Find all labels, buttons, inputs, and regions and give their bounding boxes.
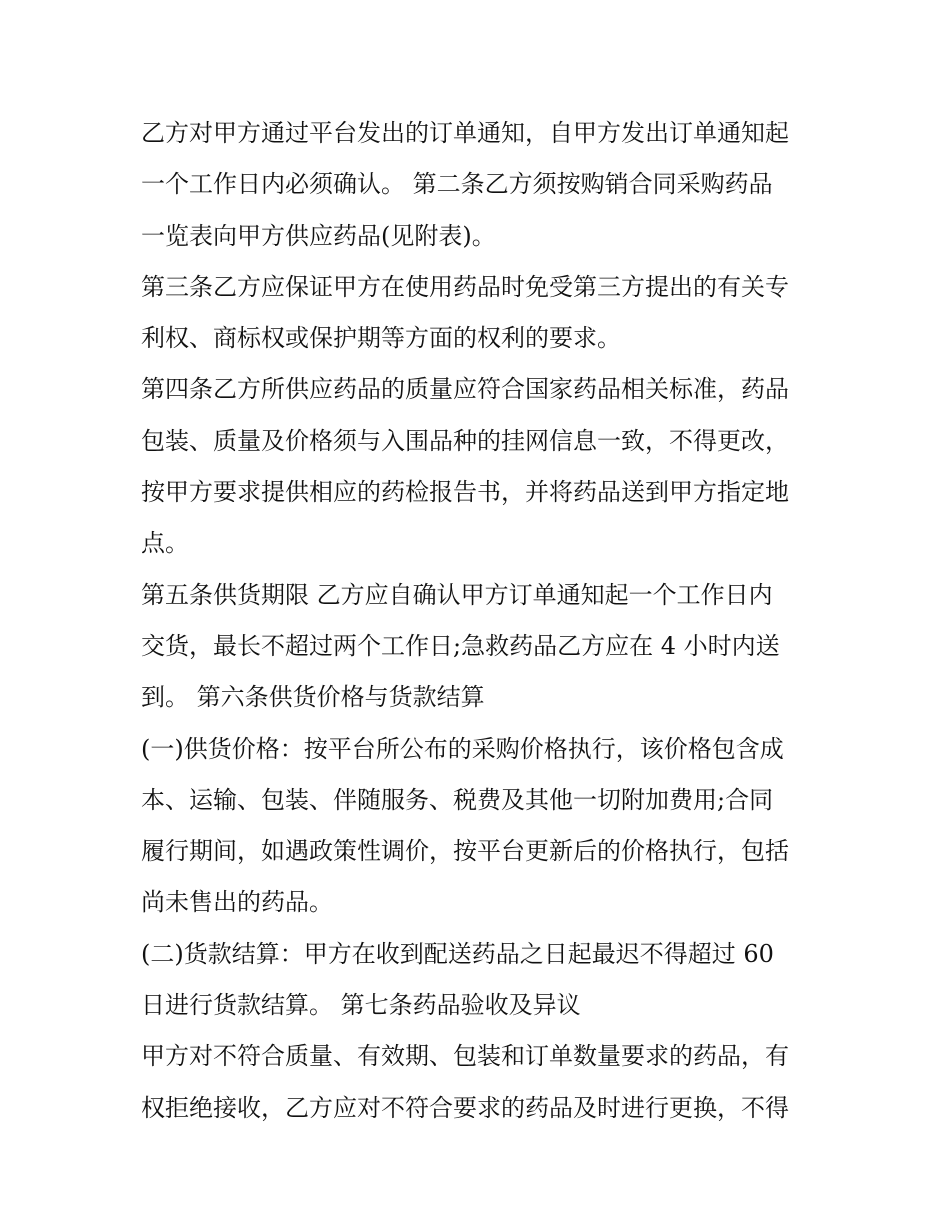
- text-line: 甲方对不符合质量、有效期、包装和订单数量要求的药品，有: [141, 1042, 789, 1071]
- document-body: [141, 108, 831, 1134]
- text-line: 第三条乙方应保证甲方在使用药品时免受第三方提出的有关专: [141, 272, 789, 301]
- text-line: 日进行货款结算。 第七条药品验收及异议: [141, 991, 581, 1020]
- text-line: 履行期间，如遇政策性调价，按平台更新后的价格执行，包括: [141, 837, 789, 866]
- text-line: 尚未售出的药品。: [141, 888, 333, 917]
- text-line: 本、运输、包装、伴随服务、税费及其他一切附加费用;合同: [141, 785, 774, 814]
- text-line: (二)货款结算：甲方在收到配送药品之日起最迟不得超过 60: [141, 939, 774, 968]
- text-line: 包装、质量及价格须与入围品种的挂网信息一致，不得更改，: [141, 426, 789, 455]
- text-line: 第五条供货期限 乙方应自确认甲方订单通知起一个工作日内: [141, 580, 773, 609]
- text-line: 交货，最长不超过两个工作日;急救药品乙方应在 4 小时内送: [141, 631, 780, 660]
- text-line: (一)供货价格：按平台所公布的采购价格执行，该价格包含成: [141, 734, 784, 763]
- text-line: 权拒绝接收，乙方应对不符合要求的药品及时进行更换，不得: [141, 1093, 789, 1122]
- text-line: 第四条乙方所供应药品的质量应符合国家药品相关标准，药品: [141, 375, 789, 404]
- text-line: 到。 第六条供货价格与货款结算: [141, 683, 485, 712]
- text-line: 一个工作日内必须确认。 第二条乙方须按购销合同采购药品: [141, 170, 773, 199]
- text-line: 利权、商标权或保护期等方面的权利的要求。: [141, 324, 621, 353]
- text-line: 一览表向甲方供应药品(见附表)。: [141, 221, 496, 250]
- text-line: 点。: [141, 529, 189, 558]
- text-line: 按甲方要求提供相应的药检报告书，并将药品送到甲方指定地: [141, 478, 789, 507]
- text-line: 乙方对甲方通过平台发出的订单通知，自甲方发出订单通知起: [141, 119, 789, 147]
